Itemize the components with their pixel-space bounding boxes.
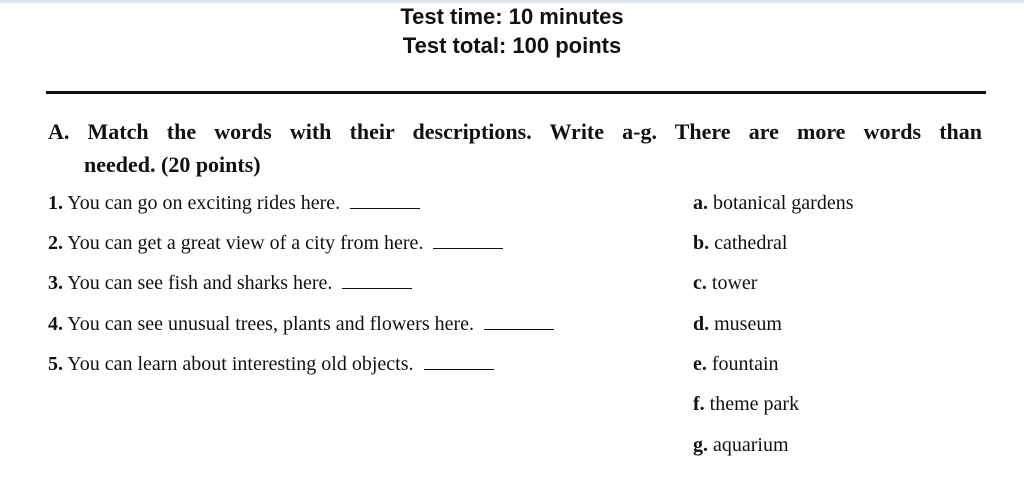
question-text: You can learn about interesting old objects. [67, 353, 414, 375]
option-text: museum [714, 313, 782, 335]
option-letter: c. [693, 272, 707, 294]
test-total-heading: Test total: 100 points [402, 33, 622, 58]
question-text: You can see fish and sharks here. [67, 272, 333, 294]
question-number: 3. [48, 272, 63, 294]
question-number: 5. [48, 353, 63, 375]
test-time-heading: Test time: 10 minutes [400, 4, 624, 29]
option-text: fountain [711, 353, 779, 375]
question-item [48, 230, 503, 256]
option-letter: b. [693, 232, 710, 254]
question-item [48, 190, 420, 216]
option-item [693, 270, 757, 296]
question-text: You can see unusual trees, plants and flowers here. [67, 313, 475, 335]
header-divider [46, 91, 986, 94]
option-letter: f. [693, 393, 705, 415]
option-text: theme park [709, 393, 800, 415]
top-strip [0, 0, 1024, 3]
option-letter: d. [693, 313, 710, 335]
section-a-title-continued: needed. (20 points) [84, 152, 261, 177]
answer-blank[interactable] [424, 353, 494, 370]
option-letter: a. [693, 192, 708, 214]
option-item [693, 190, 854, 216]
answer-blank[interactable] [433, 232, 503, 249]
question-text: You can get a great view of a city from here. [67, 232, 424, 254]
option-letter: e. [693, 353, 707, 375]
question-item [48, 351, 494, 377]
option-text: tower [711, 272, 758, 294]
question-number: 4. [48, 313, 63, 335]
question-number: 1. [48, 192, 63, 214]
option-text: cathedral [714, 232, 788, 254]
question-text: You can go on exciting rides here. [67, 192, 341, 214]
option-item [693, 391, 799, 417]
option-item [693, 230, 787, 256]
option-item [693, 311, 782, 337]
option-text: aquarium [713, 434, 789, 456]
option-text: botanical gardens [713, 192, 854, 214]
option-item [693, 432, 789, 458]
question-item [48, 270, 412, 296]
option-letter: g. [693, 434, 708, 456]
option-item [693, 351, 779, 377]
answer-blank[interactable] [342, 272, 412, 289]
answer-blank[interactable] [350, 192, 420, 209]
question-number: 2. [48, 232, 63, 254]
section-a-title: A. Match the words with their descriptions. Write a-g. There are more words than [48, 119, 982, 144]
answer-blank[interactable] [484, 313, 554, 330]
question-item [48, 311, 554, 337]
